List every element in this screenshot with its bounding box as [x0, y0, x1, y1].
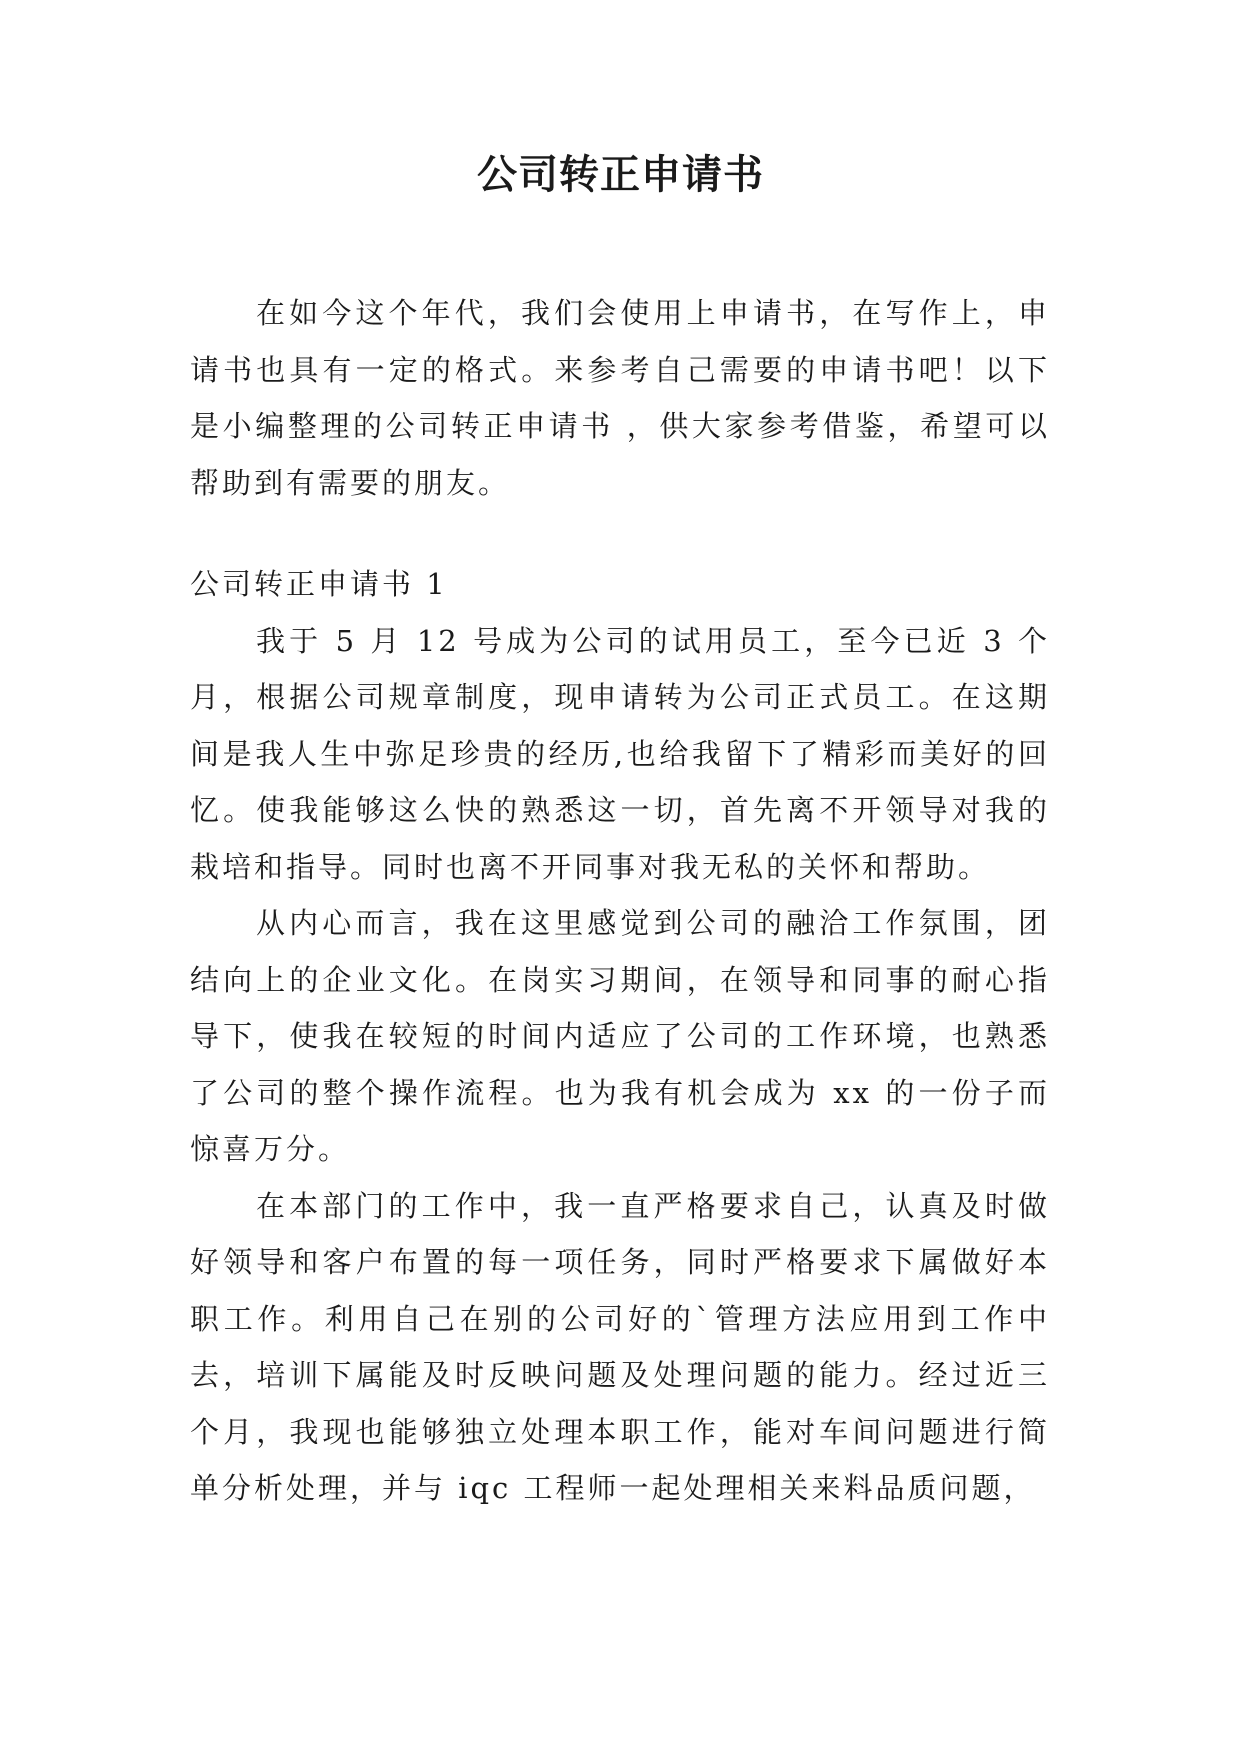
document-body [190, 285, 1050, 1517]
document-title: 公司转正申请书 [477, 152, 764, 198]
body-paragraph: 在本部门的工作中，我一直严格要求自己，认真及时做好领导和客户布置的每一项任务，同时严格要求下属做好本职工作。利用自己在别的公司好的`管理方法应用到工作中去，培训下属能及时反映问题及处理问题的能力。经过近三个月，我现也能够独立处理本职工作，能对车间问题进行简单分析处理，并与 iqc 工程师一起处理相关来料品质问题， [190, 1188, 1050, 1505]
body-paragraph: 我于 5 月 12 号成为公司的试用员工，至今已近 3 个月，根据公司规章制度，现申请转为公司正式员工。在这期间是我人生中弥足珍贵的经历,也给我留下了精彩而美好的回忆。使我能够这么快的熟悉这一切，首先离不开领导对我的栽培和指导。同时也离不开同事对我无私的关怀和帮助。 [190, 623, 1050, 884]
section-heading: 公司转正申请书 1 [190, 567, 448, 601]
body-paragraph: 从内心而言，我在这里感觉到公司的融洽工作氛围，团结向上的企业文化。在岗实习期间，在领导和同事的耐心指导下，使我在较短的时间内适应了公司的工作环境，也熟悉了公司的整个操作流程。也为我有机会成为 xx 的一份子而惊喜万分。 [190, 906, 1050, 1166]
intro-paragraph: 在如今这个年代，我们会使用上申请书，在写作上，申请书也具有一定的格式。来参考自己需要的申请书吧！以下是小编整理的公司转正申请书 ，供大家参考借鉴，希望可以帮助到有需要的朋友。 [190, 296, 1050, 500]
